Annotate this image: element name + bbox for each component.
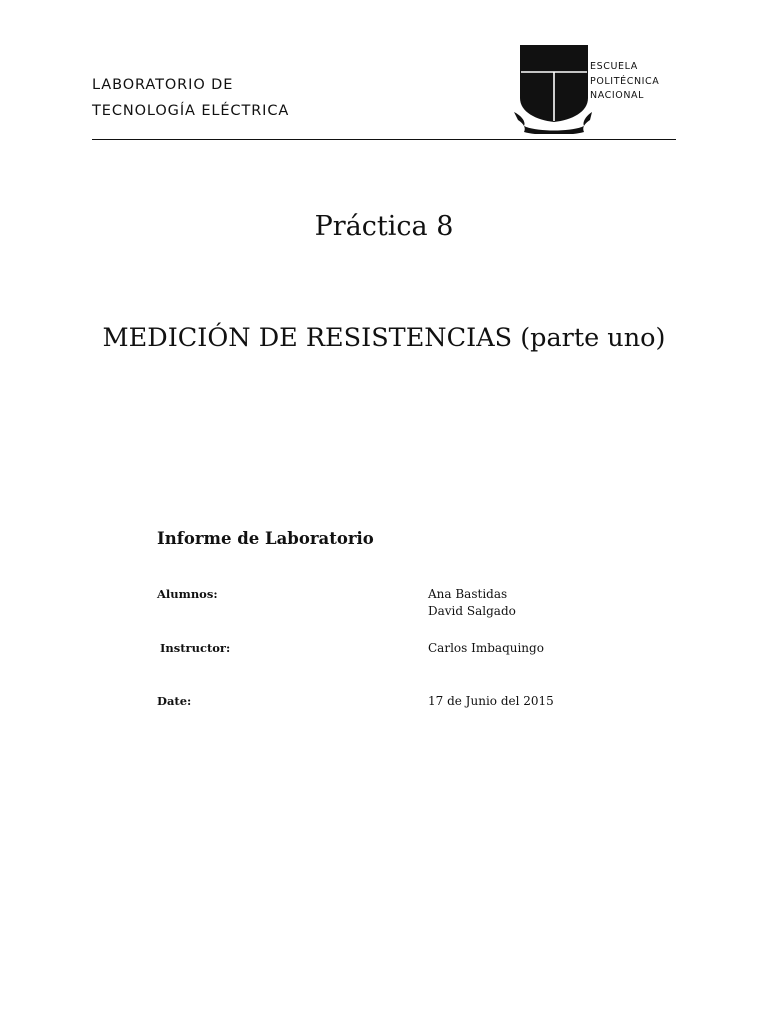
- institution-name-line1: ESCUELA: [590, 61, 638, 72]
- student-name-2: David Salgado: [428, 604, 516, 618]
- shield-crest-icon: [512, 42, 592, 134]
- lab-name-line2: TECNOLOGÍA ELÉCTRICA: [92, 103, 290, 119]
- students-label: Alumnos:: [157, 587, 218, 601]
- header-divider: [92, 139, 676, 140]
- date-label: Date:: [157, 694, 192, 708]
- student-name-1: Ana Bastidas: [428, 587, 508, 601]
- subject-title: MEDICIÓN DE RESISTENCIAS (parte uno): [102, 323, 666, 353]
- report-heading: Informe de Laboratorio: [157, 529, 374, 548]
- institution-name-line2: POLITÉCNICA: [590, 75, 660, 87]
- lab-name-line1: LABORATORIO DE: [92, 77, 234, 93]
- instructor-name: Carlos Imbaquingo: [428, 641, 544, 655]
- institution-name: [590, 60, 659, 104]
- practice-title: Práctica 8: [314, 211, 454, 242]
- date-value: 17 de Junio del 2015: [428, 694, 554, 708]
- lab-name: [92, 72, 289, 124]
- instructor-label: Instructor:: [160, 641, 231, 655]
- institution-name-line3: NACIONAL: [590, 90, 645, 101]
